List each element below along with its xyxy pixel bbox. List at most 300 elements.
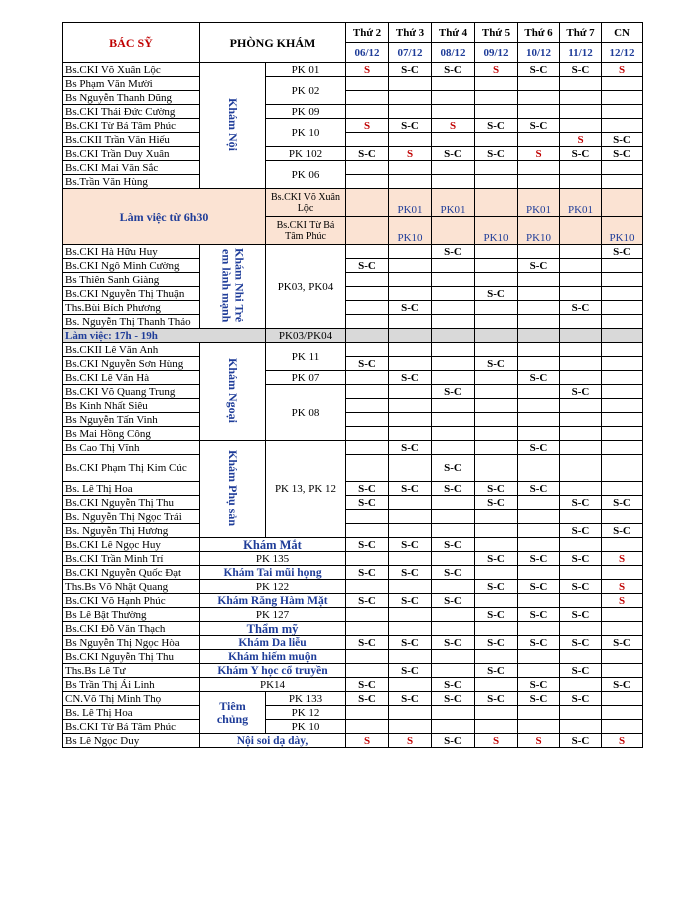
schedule-cell bbox=[389, 315, 432, 329]
table-row bbox=[63, 538, 643, 552]
doctor-name: Bs.CKI Nguyễn Quốc Đạt bbox=[63, 566, 200, 580]
schedule-cell bbox=[389, 678, 432, 692]
schedule-cell: S-C bbox=[475, 636, 518, 650]
doctor-name: Bs.CKI Hà Hữu Huy bbox=[63, 245, 200, 259]
table-row bbox=[63, 580, 643, 594]
schedule-cell bbox=[518, 133, 560, 147]
early-shift-room: PK01 bbox=[389, 189, 432, 217]
room-cell: PK 127 bbox=[200, 608, 346, 622]
schedule-cell bbox=[560, 720, 602, 734]
schedule-cell bbox=[518, 455, 560, 482]
doctor-name: Bs Nguyễn Thanh Dũng bbox=[63, 91, 200, 105]
schedule-cell bbox=[560, 399, 602, 413]
schedule-cell bbox=[432, 608, 475, 622]
schedule-cell bbox=[475, 343, 518, 357]
schedule-cell bbox=[560, 91, 602, 105]
schedule-cell bbox=[346, 91, 389, 105]
early-shift-room: PK10 bbox=[518, 217, 560, 245]
table-row bbox=[63, 343, 643, 357]
schedule-cell bbox=[389, 496, 432, 510]
table-row bbox=[63, 482, 643, 496]
schedule-cell bbox=[389, 245, 432, 259]
schedule-cell bbox=[432, 650, 475, 664]
schedule-cell bbox=[518, 315, 560, 329]
schedule-cell bbox=[560, 175, 602, 189]
doctor-name: Bs.CKI Nguyễn Thị Thu bbox=[63, 496, 200, 510]
schedule-cell bbox=[475, 524, 518, 538]
schedule-cell bbox=[518, 650, 560, 664]
doctor-name: Bs Nguyễn Tấn Vinh bbox=[63, 413, 200, 427]
schedule-cell bbox=[432, 287, 475, 301]
schedule-cell bbox=[432, 441, 475, 455]
schedule-cell bbox=[602, 273, 643, 287]
schedule-cell bbox=[475, 329, 518, 343]
schedule-cell: S-C bbox=[475, 552, 518, 566]
header-day-7: CN bbox=[602, 23, 643, 43]
specialty-cell: Khám Y học cổ truyền bbox=[200, 664, 346, 678]
schedule-cell: S-C bbox=[389, 692, 432, 706]
department-noi bbox=[200, 63, 266, 189]
early-shift-room: PK10 bbox=[602, 217, 643, 245]
specialty-cell: Khám Răng Hàm Mặt bbox=[200, 594, 346, 608]
header-day-5: Thứ 6 bbox=[518, 23, 560, 43]
header-date-2: 07/12 bbox=[389, 43, 432, 63]
schedule-cell bbox=[560, 566, 602, 580]
table-row bbox=[63, 77, 643, 91]
doctor-name: Bs.CKI Đỗ Văn Thạch bbox=[63, 622, 200, 636]
schedule-cell bbox=[602, 427, 643, 441]
schedule-cell bbox=[475, 566, 518, 580]
header-doctor: BÁC SỸ bbox=[63, 23, 200, 63]
schedule-cell bbox=[518, 706, 560, 720]
schedule-cell: S-C bbox=[432, 455, 475, 482]
schedule-cell bbox=[389, 105, 432, 119]
table-row bbox=[63, 441, 643, 455]
room-cell: PK 13, PK 12 bbox=[266, 441, 346, 538]
schedule-cell bbox=[389, 413, 432, 427]
doctor-name: Bs Trần Thị Ái Linh bbox=[63, 678, 200, 692]
specialty-cell: Khám Da liễu bbox=[200, 636, 346, 650]
doctor-name: Bs Phạm Văn Mười bbox=[63, 77, 200, 91]
evening-shift-row bbox=[63, 329, 643, 343]
schedule-cell bbox=[560, 329, 602, 343]
schedule-cell bbox=[432, 343, 475, 357]
schedule-cell bbox=[560, 650, 602, 664]
schedule-cell bbox=[602, 91, 643, 105]
room-cell: PK 122 bbox=[200, 580, 346, 594]
schedule-cell: S-C bbox=[560, 385, 602, 399]
doctor-name: Bs.CKI Võ Xuân Lộc bbox=[63, 63, 200, 77]
doctor-name: CN.Võ Thị Minh Thọ bbox=[63, 692, 200, 706]
doctor-name: Bs Nguyễn Thị Ngọc Hòa bbox=[63, 636, 200, 650]
doctor-name: Bs.CKI Từ Bá Tâm Phúc bbox=[63, 119, 200, 133]
schedule-cell bbox=[346, 315, 389, 329]
early-shift-empty bbox=[560, 217, 602, 245]
early-shift-room: PK01 bbox=[432, 189, 475, 217]
schedule-cell bbox=[475, 175, 518, 189]
schedule-cell: S-C bbox=[602, 524, 643, 538]
room-cell: PK14 bbox=[200, 678, 346, 692]
schedule-cell: S bbox=[602, 734, 643, 748]
schedule-cell: S-C bbox=[560, 608, 602, 622]
room-cell: PK 09 bbox=[266, 105, 346, 119]
schedule-cell bbox=[346, 413, 389, 427]
early-shift-row bbox=[63, 189, 643, 217]
schedule-cell bbox=[602, 413, 643, 427]
schedule-cell bbox=[432, 161, 475, 175]
doctor-name: Bs.CKI Thái Đức Cường bbox=[63, 105, 200, 119]
schedule-cell bbox=[432, 133, 475, 147]
schedule-cell bbox=[518, 427, 560, 441]
schedule-cell: S-C bbox=[602, 147, 643, 161]
schedule-cell bbox=[432, 77, 475, 91]
schedule-cell bbox=[346, 175, 389, 189]
schedule-cell bbox=[432, 175, 475, 189]
schedule-cell bbox=[346, 455, 389, 482]
table-row bbox=[63, 608, 643, 622]
schedule-cell bbox=[432, 329, 475, 343]
doctor-name: Bs.CKI Nguyễn Thị Thuận bbox=[63, 287, 200, 301]
schedule-cell bbox=[602, 315, 643, 329]
table-row bbox=[63, 301, 643, 315]
doctor-name: Bs.CKI Từ Bá Tâm Phúc bbox=[63, 720, 200, 734]
room-cell: PK 10 bbox=[266, 119, 346, 147]
schedule-cell: S-C bbox=[389, 63, 432, 77]
schedule-cell bbox=[602, 105, 643, 119]
schedule-cell bbox=[602, 385, 643, 399]
room-cell: PK 01 bbox=[266, 63, 346, 77]
room-cell: PK 06 bbox=[266, 161, 346, 189]
schedule-cell bbox=[389, 91, 432, 105]
early-shift-empty bbox=[346, 189, 389, 217]
schedule-cell bbox=[475, 678, 518, 692]
schedule-cell bbox=[560, 161, 602, 175]
schedule-cell bbox=[389, 524, 432, 538]
schedule-cell: S bbox=[432, 119, 475, 133]
schedule-cell bbox=[560, 343, 602, 357]
doctor-name: Bs.CKI Trần Duy Xuân bbox=[63, 147, 200, 161]
doctor-name: Bs.CKI Phạm Thị Kim Cúc bbox=[63, 455, 200, 482]
schedule-cell bbox=[432, 273, 475, 287]
schedule-cell: S-C bbox=[560, 636, 602, 650]
schedule-cell bbox=[602, 357, 643, 371]
schedule-cell: S-C bbox=[389, 664, 432, 678]
table-row bbox=[63, 552, 643, 566]
schedule-cell bbox=[389, 273, 432, 287]
schedule-cell bbox=[560, 315, 602, 329]
room-cell: PK 135 bbox=[200, 552, 346, 566]
schedule-cell: S-C bbox=[346, 692, 389, 706]
schedule-cell: S-C bbox=[389, 301, 432, 315]
header-day-2: Thứ 3 bbox=[389, 23, 432, 43]
schedule-cell bbox=[602, 608, 643, 622]
schedule-cell: S-C bbox=[346, 566, 389, 580]
department-ngoai bbox=[200, 343, 266, 441]
schedule-cell bbox=[518, 343, 560, 357]
specialty-cell: Khám Tai mũi họng bbox=[200, 566, 346, 580]
schedule-cell bbox=[560, 427, 602, 441]
schedule-cell bbox=[346, 441, 389, 455]
schedule-cell: S-C bbox=[518, 678, 560, 692]
room-cell: PK 102 bbox=[266, 147, 346, 161]
schedule-cell bbox=[560, 510, 602, 524]
schedule-cell bbox=[602, 482, 643, 496]
schedule-cell: S-C bbox=[475, 608, 518, 622]
room-cell: PK 02 bbox=[266, 77, 346, 105]
doctor-name: Ths.Bùi Bích Phương bbox=[63, 301, 200, 315]
schedule-cell bbox=[389, 287, 432, 301]
doctor-name: Bs.CKI Ngô Minh Cường bbox=[63, 259, 200, 273]
schedule-cell bbox=[602, 259, 643, 273]
schedule-cell: S-C bbox=[518, 259, 560, 273]
schedule-cell: S bbox=[602, 580, 643, 594]
header-date-4: 09/12 bbox=[475, 43, 518, 63]
doctor-name: Bs. Lê Thị Hoa bbox=[63, 706, 200, 720]
schedule-cell: S-C bbox=[389, 594, 432, 608]
schedule-cell: S bbox=[602, 63, 643, 77]
schedule-cell: S-C bbox=[475, 147, 518, 161]
department-label: Khám Phụ sản bbox=[226, 449, 240, 527]
schedule-cell: S bbox=[518, 147, 560, 161]
schedule-cell: S-C bbox=[602, 496, 643, 510]
schedule-cell bbox=[389, 580, 432, 594]
schedule-cell: S-C bbox=[602, 636, 643, 650]
schedule-cell bbox=[389, 385, 432, 399]
schedule-cell bbox=[346, 706, 389, 720]
schedule-cell: S-C bbox=[432, 385, 475, 399]
schedule-cell bbox=[389, 259, 432, 273]
table-row bbox=[63, 147, 643, 161]
doctor-name: Bs.CKI Võ Quang Trung bbox=[63, 385, 200, 399]
schedule-cell: S-C bbox=[518, 119, 560, 133]
schedule-cell bbox=[560, 413, 602, 427]
schedule-cell: S-C bbox=[432, 245, 475, 259]
schedule-cell: S bbox=[518, 734, 560, 748]
room-cell: PK 10 bbox=[266, 720, 346, 734]
schedule-cell bbox=[389, 343, 432, 357]
doctor-name: Bs. Nguyễn Thị Ngọc Trái bbox=[63, 510, 200, 524]
schedule-cell bbox=[518, 720, 560, 734]
schedule-cell bbox=[346, 273, 389, 287]
header-day-4: Thứ 5 bbox=[475, 23, 518, 43]
schedule-cell bbox=[389, 329, 432, 343]
schedule-cell bbox=[432, 496, 475, 510]
early-shift-room: PK01 bbox=[518, 189, 560, 217]
schedule-cell: S bbox=[475, 734, 518, 748]
schedule-cell: S-C bbox=[560, 147, 602, 161]
doctor-name: Bs Lê Ngọc Duy bbox=[63, 734, 200, 748]
schedule-cell bbox=[475, 161, 518, 175]
schedule-cell: S-C bbox=[432, 636, 475, 650]
header-day-6: Thứ 7 bbox=[560, 23, 602, 43]
table-row bbox=[63, 706, 643, 720]
schedule-cell: S-C bbox=[389, 538, 432, 552]
early-shift-room: PK01 bbox=[560, 189, 602, 217]
schedule-cell: S-C bbox=[518, 636, 560, 650]
schedule-cell bbox=[346, 552, 389, 566]
schedule-cell: S-C bbox=[432, 594, 475, 608]
table-row bbox=[63, 650, 643, 664]
schedule-cell bbox=[389, 357, 432, 371]
schedule-cell: S bbox=[475, 63, 518, 77]
schedule-cell bbox=[560, 706, 602, 720]
schedule-cell bbox=[560, 259, 602, 273]
schedule-cell: S-C bbox=[346, 636, 389, 650]
schedule-cell bbox=[602, 538, 643, 552]
schedule-cell bbox=[602, 371, 643, 385]
table-row bbox=[63, 455, 643, 482]
schedule-cell bbox=[602, 287, 643, 301]
early-shift-empty bbox=[346, 217, 389, 245]
evening-shift-label: Làm việc: 17h - 19h bbox=[63, 329, 266, 343]
table-row bbox=[63, 399, 643, 413]
schedule-cell bbox=[518, 510, 560, 524]
schedule-cell: S bbox=[346, 119, 389, 133]
schedule-cell bbox=[518, 91, 560, 105]
schedule-cell bbox=[518, 105, 560, 119]
specialty-cell: Nội soi dạ dày, bbox=[200, 734, 346, 748]
schedule-cell bbox=[475, 650, 518, 664]
schedule-cell: S bbox=[389, 147, 432, 161]
doctor-name: Bs.CKII Lê Văn Anh bbox=[63, 343, 200, 357]
schedule-cell bbox=[475, 315, 518, 329]
early-shift-empty bbox=[475, 189, 518, 217]
schedule-cell bbox=[602, 692, 643, 706]
table-row bbox=[63, 692, 643, 706]
schedule-cell bbox=[518, 161, 560, 175]
schedule-cell: S-C bbox=[602, 678, 643, 692]
header-date-5: 10/12 bbox=[518, 43, 560, 63]
schedule-cell bbox=[475, 91, 518, 105]
schedule-cell bbox=[432, 357, 475, 371]
schedule-cell bbox=[475, 441, 518, 455]
department-label: Tiêm chủng bbox=[216, 698, 249, 726]
schedule-cell bbox=[602, 664, 643, 678]
schedule-cell: S-C bbox=[518, 63, 560, 77]
schedule-cell bbox=[560, 594, 602, 608]
schedule-cell bbox=[346, 287, 389, 301]
table-row bbox=[63, 678, 643, 692]
schedule-cell bbox=[432, 371, 475, 385]
schedule-cell bbox=[389, 608, 432, 622]
schedule-cell: S-C bbox=[560, 301, 602, 315]
schedule-cell bbox=[432, 259, 475, 273]
schedule-cell bbox=[475, 245, 518, 259]
table-row bbox=[63, 385, 643, 399]
schedule-cell bbox=[602, 510, 643, 524]
schedule-cell bbox=[602, 119, 643, 133]
schedule-cell bbox=[346, 161, 389, 175]
schedule-cell: S-C bbox=[475, 580, 518, 594]
schedule-cell bbox=[389, 133, 432, 147]
doctor-name: Bs.CKII Trần Văn Hiếu bbox=[63, 133, 200, 147]
doctor-name: Bs.CKI Nguyễn Thị Thu bbox=[63, 650, 200, 664]
table-row bbox=[63, 566, 643, 580]
schedule-cell bbox=[602, 441, 643, 455]
schedule-cell bbox=[602, 77, 643, 91]
schedule-cell bbox=[432, 580, 475, 594]
table-row bbox=[63, 63, 643, 77]
schedule-cell bbox=[475, 273, 518, 287]
schedule-cell bbox=[432, 413, 475, 427]
schedule-cell: S-C bbox=[432, 63, 475, 77]
table-row bbox=[63, 636, 643, 650]
schedule-cell bbox=[560, 622, 602, 636]
schedule-cell bbox=[346, 524, 389, 538]
schedule-cell: S-C bbox=[560, 580, 602, 594]
schedule-cell bbox=[346, 510, 389, 524]
schedule-cell bbox=[602, 175, 643, 189]
schedule-cell bbox=[518, 245, 560, 259]
schedule-cell bbox=[475, 301, 518, 315]
room-cell: PK 12 bbox=[266, 706, 346, 720]
schedule-cell bbox=[475, 133, 518, 147]
table-row bbox=[63, 273, 643, 287]
header-date-3: 08/12 bbox=[432, 43, 475, 63]
schedule-cell: S-C bbox=[518, 608, 560, 622]
schedule-cell: S-C bbox=[432, 538, 475, 552]
early-shift-doctor: Bs.CKI Võ Xuân Lộc bbox=[266, 189, 346, 217]
schedule-cell: S-C bbox=[346, 678, 389, 692]
schedule-cell: S-C bbox=[475, 357, 518, 371]
table-row bbox=[63, 413, 643, 427]
schedule-cell bbox=[560, 441, 602, 455]
schedule-cell bbox=[560, 273, 602, 287]
early-shift-empty bbox=[432, 217, 475, 245]
schedule-cell bbox=[389, 175, 432, 189]
schedule-cell: S-C bbox=[518, 371, 560, 385]
schedule-cell: S-C bbox=[389, 441, 432, 455]
schedule-cell: S-C bbox=[432, 147, 475, 161]
room-cell: PK 08 bbox=[266, 385, 346, 441]
early-shift-label: Làm việc từ 6h30 bbox=[63, 189, 266, 245]
table-row bbox=[63, 622, 643, 636]
schedule-cell bbox=[389, 399, 432, 413]
schedule-cell bbox=[346, 329, 389, 343]
schedule-cell bbox=[602, 343, 643, 357]
schedule-cell bbox=[518, 77, 560, 91]
schedule-cell bbox=[518, 538, 560, 552]
room-cell: PK03, PK04 bbox=[266, 245, 346, 329]
schedule-cell bbox=[475, 399, 518, 413]
schedule-cell bbox=[432, 552, 475, 566]
schedule-cell: S-C bbox=[346, 538, 389, 552]
schedule-cell: S-C bbox=[475, 496, 518, 510]
schedule-cell bbox=[518, 594, 560, 608]
department-phusan bbox=[200, 441, 266, 538]
header-clinic: PHÒNG KHÁM bbox=[200, 23, 346, 63]
schedule-cell: S-C bbox=[346, 259, 389, 273]
doctor-name: Bs.CKI Lê Văn Hà bbox=[63, 371, 200, 385]
schedule-cell bbox=[389, 720, 432, 734]
schedule-cell: S-C bbox=[389, 636, 432, 650]
schedule-cell bbox=[389, 552, 432, 566]
table-row bbox=[63, 357, 643, 371]
schedule-cell bbox=[389, 161, 432, 175]
schedule-cell bbox=[432, 664, 475, 678]
schedule-cell bbox=[518, 496, 560, 510]
doctor-name: Bs.CKI Võ Hạnh Phúc bbox=[63, 594, 200, 608]
schedule-cell: S-C bbox=[518, 441, 560, 455]
schedule-cell bbox=[432, 524, 475, 538]
schedule-cell bbox=[389, 706, 432, 720]
schedule-cell bbox=[346, 608, 389, 622]
schedule-cell: S-C bbox=[346, 147, 389, 161]
schedule-cell bbox=[518, 329, 560, 343]
schedule-cell: S-C bbox=[346, 482, 389, 496]
schedule-cell bbox=[602, 566, 643, 580]
schedule-cell bbox=[346, 301, 389, 315]
